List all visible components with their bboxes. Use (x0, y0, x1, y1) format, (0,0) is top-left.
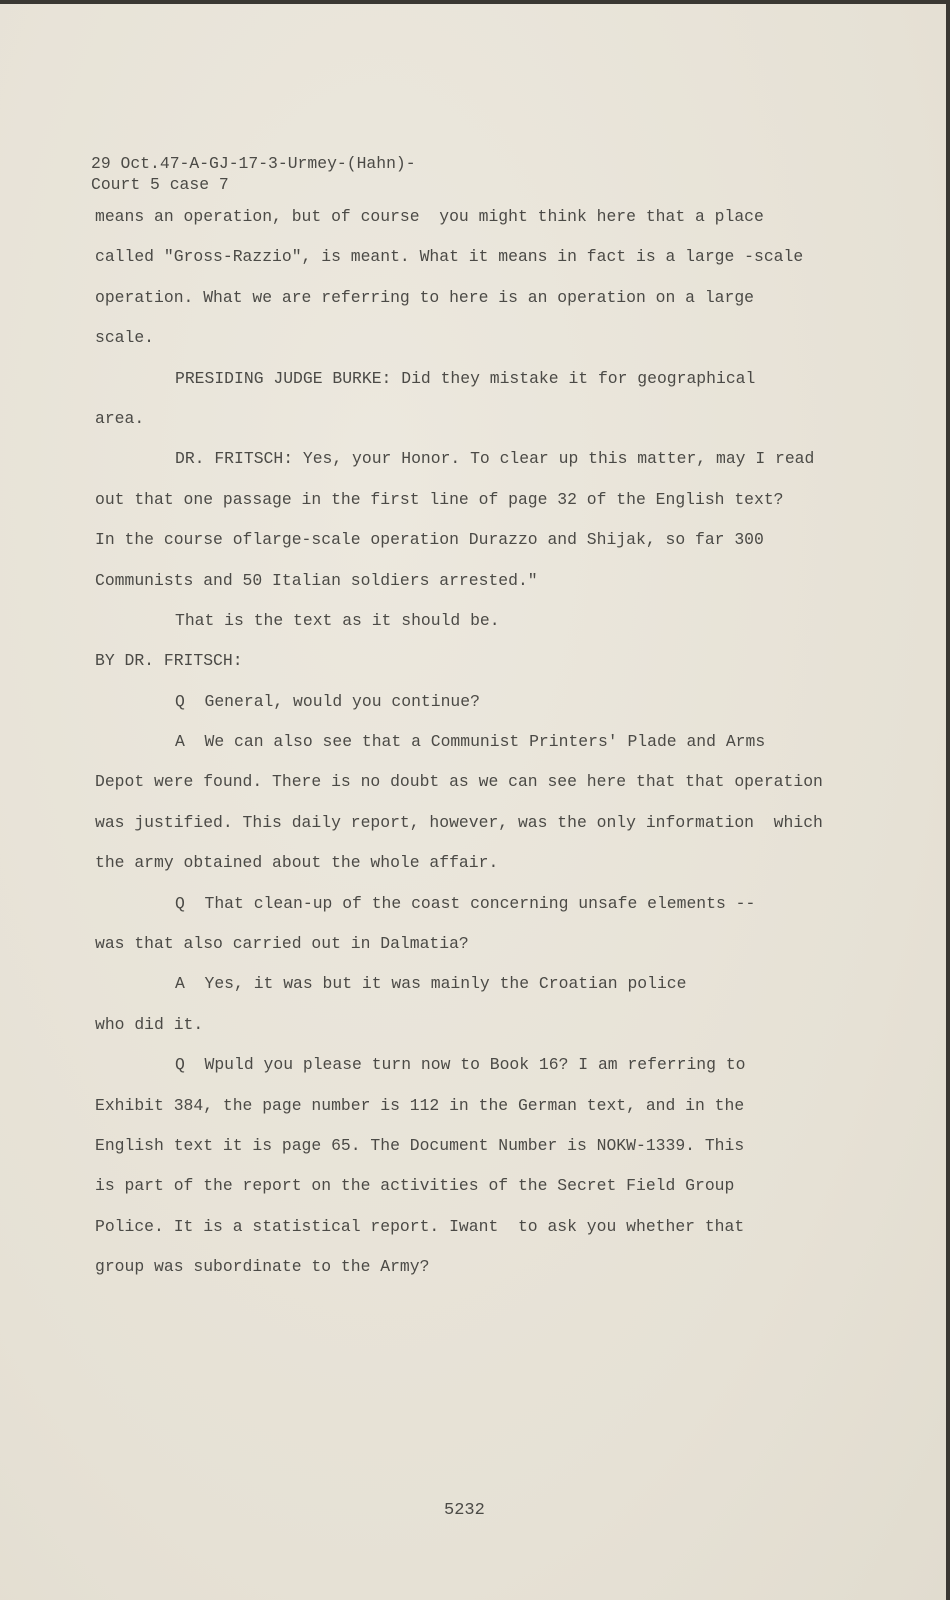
text-line: out that one passage in the first line of page 32 of the English text? (95, 489, 784, 509)
text-line: Q General, would you continue? (175, 691, 480, 711)
page-number: 5232 (444, 1501, 485, 1520)
text-line: Police. It is a statistical report. Iwant to ask you whether that (95, 1216, 745, 1236)
text-line: A Yes, it was but it was mainly the Croatian police (175, 974, 687, 994)
text-line: was that also carried out in Dalmatia? (95, 934, 469, 954)
text-line: Q That clean-up of the coast concerning unsafe elements -- (175, 893, 756, 913)
text-line: operation. What we are referring to here is an operation on a large (95, 287, 755, 307)
header-line-2: Court 5 case 7 (91, 175, 229, 194)
text-line: group was subordinate to the Army? (95, 1257, 430, 1277)
text-line: the army obtained about the whole affair. (95, 853, 499, 873)
text-line: called "Gross-Razzio", is meant. What it means in fact is a large -scale (95, 247, 804, 267)
text-line: DR. FRITSCH: Yes, your Honor. To clear up this matter, may I read (175, 449, 815, 469)
text-line: A We can also see that a Communist Printers' Plade and Arms (175, 732, 766, 752)
transcript-body (95, 202, 823, 1293)
text-line: who did it. (95, 1014, 204, 1034)
text-line: English text it is page 65. The Document Number is NOKW-1339. This (95, 1135, 745, 1155)
text-line: means an operation, but of course you might think here that a place (95, 207, 764, 226)
text-line: Exhibit 384, the page number is 112 in the German text, and in the (95, 1095, 745, 1115)
text-line: Communists and 50 Italian soldiers arrested." (95, 570, 538, 590)
text-line: Q Wpuld you please turn now to Book 16? I am referring to (175, 1055, 746, 1075)
text-line: was justified. This daily report, however, was the only information which (95, 812, 823, 832)
text-line: area. (95, 408, 145, 428)
text-line: That is the text as it should be. (175, 610, 500, 630)
text-line: PRESIDING JUDGE BURKE: Did they mistake it for geographical (175, 368, 756, 388)
text-line: In the course oflarge-scale operation Durazzo and Shijak, so far 300 (95, 530, 764, 550)
text-line: Depot were found. There is no doubt as we can see here that that operation (95, 772, 823, 792)
text-line: BY DR. FRITSCH: (95, 651, 243, 671)
text-line: is part of the report on the activities of the Secret Field Group (95, 1176, 735, 1196)
document-page (0, 4, 946, 1600)
header-line-1: 29 Oct.47-A-GJ-17-3-Urmey-(Hahn)- (91, 154, 416, 173)
text-line: scale. (95, 328, 155, 348)
